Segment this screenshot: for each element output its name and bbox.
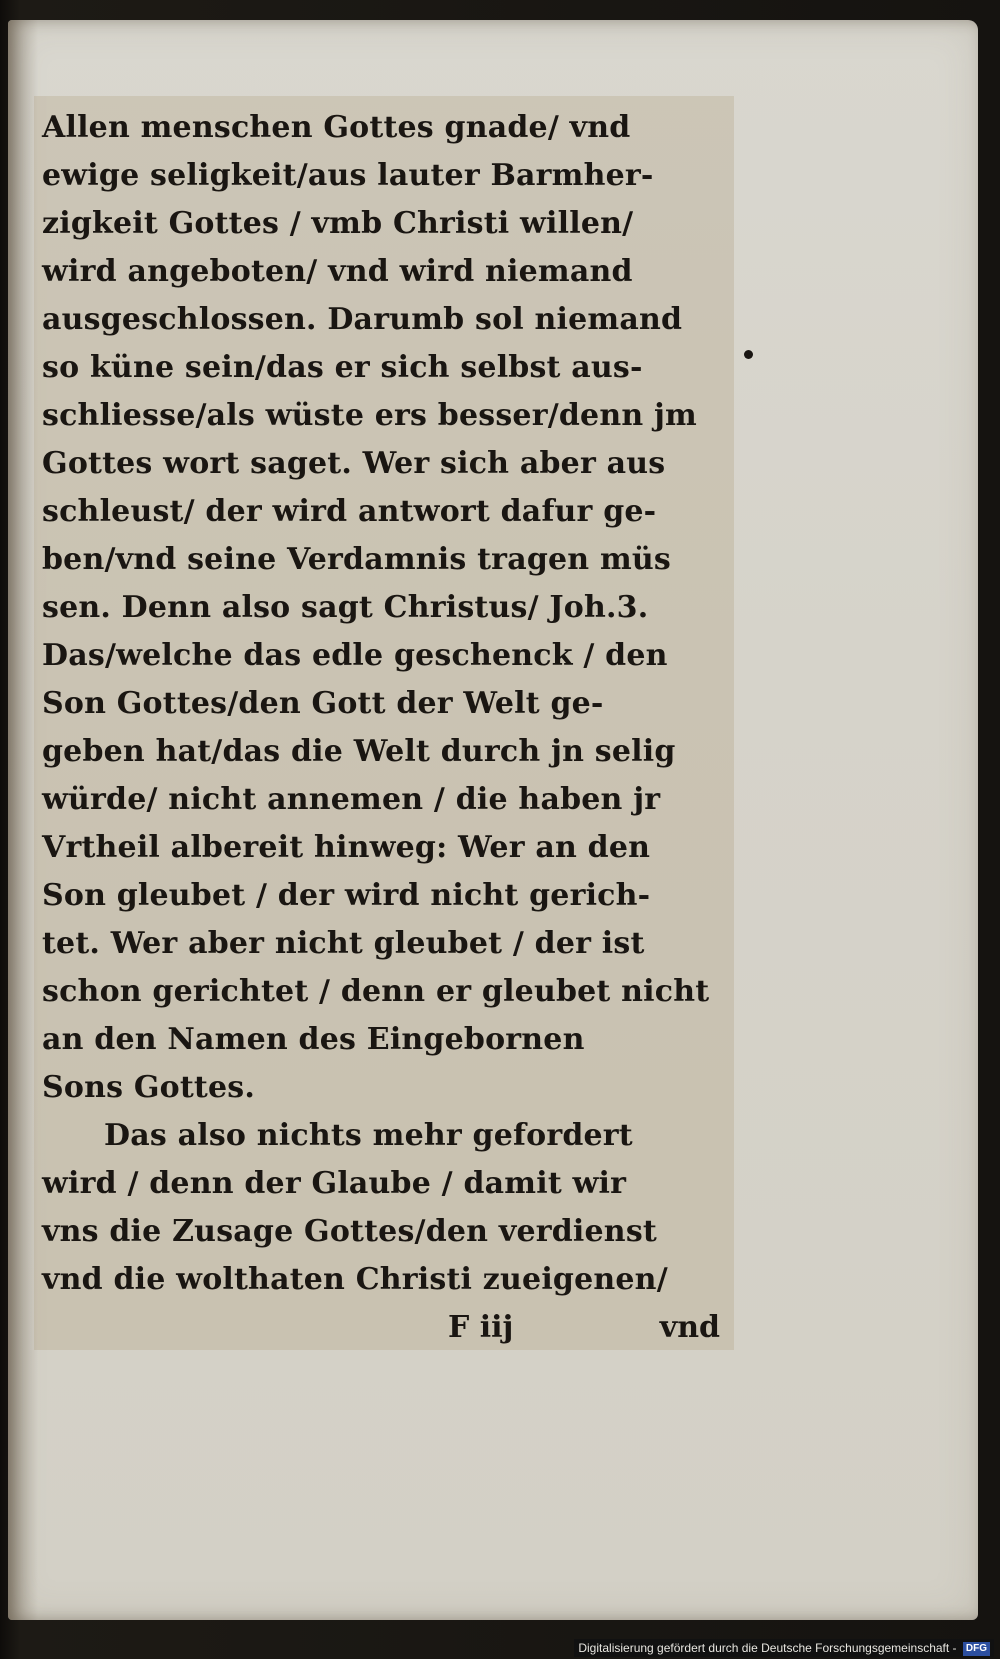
text-line: Son gleubet / der wird nicht gerich- [42, 878, 651, 913]
ink-speck [744, 350, 753, 359]
page-footer [42, 1304, 732, 1352]
text-line: tet. Wer aber nicht gleubet / der ist [42, 926, 645, 961]
credit-text: Digitalisierung gefördert durch die Deutsche Forschungsgemeinschaft - [578, 1641, 957, 1655]
text-line: ben/vnd seine Verdamnis tragen müs [42, 542, 671, 577]
catchword: vnd [659, 1310, 720, 1345]
text-line: würde/ nicht annemen / die haben jr [42, 782, 661, 817]
text-line: so küne sein/das er sich selbst aus- [42, 350, 643, 385]
text-line: Das/welche das edle geschenck / den [42, 638, 668, 673]
text-line: Sons Gottes. [42, 1070, 255, 1105]
text-line: schleust/ der wird antwort dafur ge- [42, 494, 657, 529]
digitization-credit [574, 1639, 994, 1657]
text-line: schon gerichtet / denn er gleubet nicht [42, 974, 710, 1009]
text-line: wird angeboten/ vnd wird niemand [42, 254, 633, 289]
text-line: ausgeschlossen. Darumb sol niemand [42, 302, 683, 337]
text-line: vnd die wolthaten Christi zueigenen/ [42, 1262, 668, 1297]
text-line: Gottes wort saget. Wer sich aber aus [42, 446, 666, 481]
text-line: vns die Zusage Gottes/den verdienst [42, 1214, 657, 1249]
text-line: schliesse/als wüste ers besser/denn jm [42, 398, 698, 433]
dfg-logo: DFG [963, 1642, 990, 1656]
text-line: geben hat/das die Welt durch jn selig [42, 734, 676, 769]
text-line: an den Namen des Eingebornen [42, 1022, 585, 1057]
signature-mark: F iij [448, 1310, 514, 1345]
text-line: sen. Denn also sagt Christus/ Joh.3. [42, 590, 649, 625]
paragraph-start-line: Das also nichts mehr gefordert [104, 1118, 633, 1153]
text-block [42, 104, 732, 1304]
text-line: Vrtheil albereit hinweg: Wer an den [42, 830, 651, 865]
text-line: wird / denn der Glaube / damit wir [42, 1166, 627, 1201]
text-line: Son Gottes/den Gott der Welt ge- [42, 686, 604, 721]
text-line: ewige seligkeit/aus lauter Barmher- [42, 158, 654, 193]
text-line: zigkeit Gottes / vmb Christi willen/ [42, 206, 634, 241]
text-line: Allen menschen Gottes gnade/ vnd [42, 110, 631, 145]
